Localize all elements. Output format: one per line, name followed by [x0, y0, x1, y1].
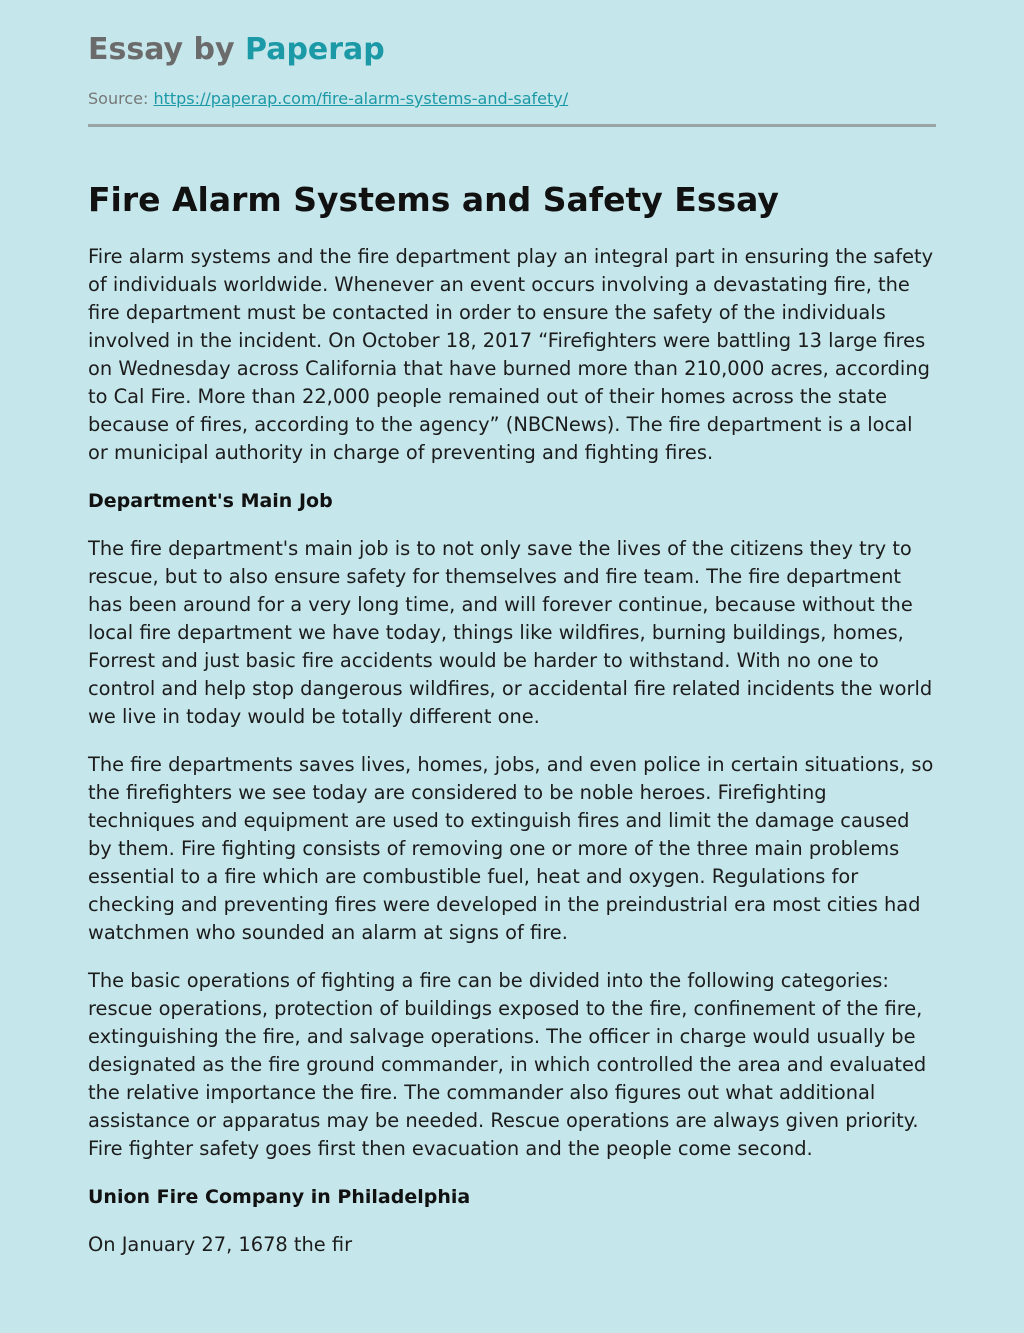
header-divider [88, 124, 936, 127]
brand-name: Paperap [245, 32, 385, 67]
paragraph: The fire departments saves lives, homes, jobs, and even police in certain situations, so the firefighters we see today are considered to be noble heroes. Firefighting techniques and equipment are used to extinguish fires and limit the damage caused by them. Fire fighting consists of removing one or more of the three main problems essential to a fire which are combustible fuel, heat and oxygen. Regulations for checking and preventing fires were developed in the preindustrial era most cities had watchmen who sounded an alarm at signs of fire. [88, 753, 934, 944]
paragraph: The fire department's main job is to not only save the lives of the citizens they try to rescue, but to also ensure safety for themselves and fire team. The fire department has been around for a very long time, and will forever continue, because without the local fire department we have today, things like wildfires, burning buildings, homes, Forrest and just basic fire accidents would be harder to withstand. With no one to control and help stop dangerous wildfires, or accidental fire related incidents the world we live in today would be totally different one. [88, 537, 933, 728]
paragraph: The basic operations of fighting a fire can be divided into the following categories: rescue operations, protection of buildings exposed to the fire, confinement of the fire, extinguishing the fire, and salvage operations. The officer in charge would usually be designated as the fire ground commander, in which controlled the area and evaluated the relative importance the fire. The commander also figures out what additional assistance or apparatus may be needed. Rescue operations are always given priority. Fire fighter safety goes first then evacuation and the people come second. [88, 969, 927, 1160]
source-line [88, 88, 936, 110]
section-heading: Union Fire Company in Philadelphia [88, 1186, 471, 1208]
paragraph: Fire alarm systems and the fire department play an integral part in ensuring the safety of individuals worldwide. Whenever an event occurs involving a devastating fire, the fire department must be contacted in order to ensure the safety of the individuals involved in the incident. On October 18, 2017 “Firefighters were battling 13 large fires on Wednesday across California that have burned more than 210,000 acres, according to Cal Fire. More than 22,000 people remained out of their homes across the state because of fires, according to the agency” (NBCNews). The fire department is a local or municipal authority in charge of preventing and fighting fires. [88, 245, 934, 464]
site-header [88, 30, 936, 110]
source-label: Source: [88, 89, 149, 108]
site-logo[interactable] [88, 30, 936, 70]
page-title: Fire Alarm Systems and Safety Essay [88, 180, 779, 219]
brand-prefix: Essay by [88, 32, 246, 67]
section-heading: Department's Main Job [88, 490, 333, 512]
article-body [88, 178, 938, 1259]
source-link[interactable]: https://paperap.com/fire-alarm-systems-and-safety/ [153, 89, 569, 108]
paragraph: On January 27, 1678 the fir [88, 1233, 353, 1256]
